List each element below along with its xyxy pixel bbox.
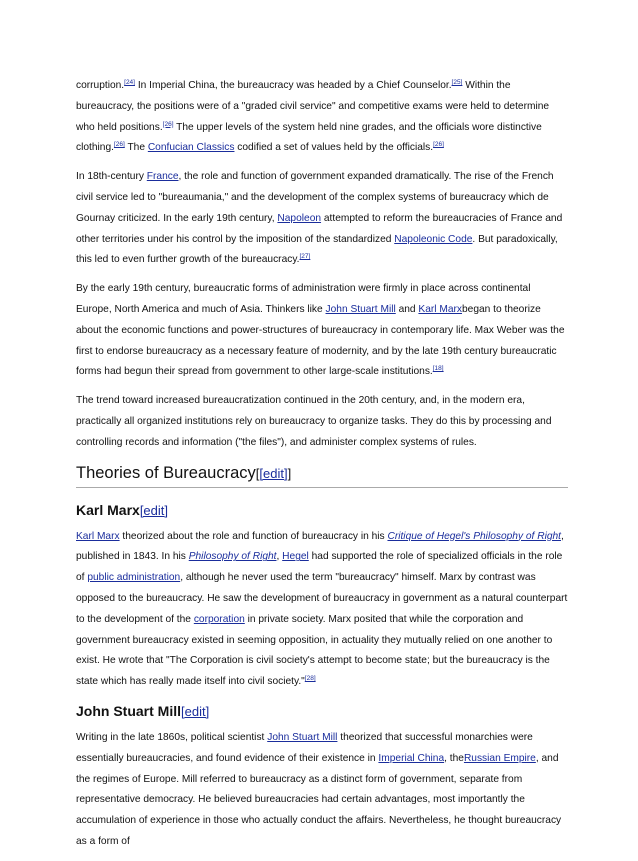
link-critique-of-hegel[interactable]: Critique of Hegel's Philosophy of Right — [387, 530, 561, 542]
citation-28[interactable]: [28] — [304, 675, 316, 683]
citation-26[interactable]: [26] — [433, 141, 444, 149]
paragraph-john-stuart-mill: Writing in the late 1860s, political scientist John Stuart Mill theorized that successful monarchies were essentially bureaucracies, and found evidence of their existence in Imperial China, theRussian Empire, and the regimes of Europe. Mill referred to bureaucracy as a distinct form of government, separate from representative democracy. He believed bureaucracies had certain advantages, most importantly the accumulation of experience in those who actually conduct the affairs. Nevertheless, he thought bureaucracy as a form of — [76, 731, 562, 847]
link-john-stuart-mill[interactable]: John Stuart Mill — [267, 731, 338, 743]
heading-john-stuart-mill: John Stuart Mill[edit] — [76, 702, 210, 719]
citation-27[interactable]: [27] — [299, 253, 311, 261]
paragraph-20th-century: The trend toward increased bureaucratization continued in the 20th century, and, in the modern era, practically all organized institutions rely on bureaucracy to organize tasks. They do this by processing and controlling records and information ("the files"), and administer complex systems of rules. — [76, 395, 552, 448]
paragraph-19th-century: By the early 19th century, bureaucratic forms of administration were firmly in place across continental Europe, North America and much of Asia. Thinkers like John Stuart Mill and Karl Marxbegan to theorize about the economic functions and power-structures of bureaucracy in contemporary life. Max Weber was the first to endorse bureaucracy as a necessary feature of modernity, and by the late 19th century bureaucratic forms had begun their spread from government to other large-scale institutions.[18] — [76, 283, 565, 378]
heading-karl-marx: Karl Marx[edit] — [76, 501, 168, 518]
link-russian-empire[interactable]: Russian Empire — [463, 752, 536, 764]
link-corporation[interactable]: corporation — [193, 613, 245, 625]
edit-link[interactable]: [edit] — [139, 502, 168, 518]
link-hegel[interactable]: Hegel — [282, 551, 309, 563]
citation-26[interactable]: [26] — [113, 141, 125, 149]
paragraph-karl-marx: Karl Marx theorized about the role and function of bureaucracy in his Critique of Hegel's Philosophy of Right, published in 1843. In his Philosophy of Right, Hegel had supported the role of specialized officials in the role of public administration, although he never used the term "bureaucracy" himself. Marx by contrast was opposed to the bureaucracy. He saw the development of bureaucracy in government as a natural counterpart to the development of the corporation in private society. Marx posited that while the corporation and government bureaucracy existed in seeming opposition, in actuality they mutually relied on one another to exist. He wrote that "The Corporation is civil society's attempt to become state; but the bureaucracy is the state which has really made itself into civil society."[28] — [76, 530, 568, 688]
link-philosophy-of-right[interactable]: Philosophy of Right — [188, 551, 277, 563]
edit-link[interactable]: [edit] — [181, 703, 210, 719]
link-napoleonic-code[interactable]: Napoleonic Code — [394, 233, 473, 245]
edit-link[interactable]: [edit] — [259, 465, 288, 481]
link-karl-marx[interactable]: Karl Marx — [418, 303, 463, 315]
paragraph-imperial-china: corruption.[24] In Imperial China, the bureaucracy was headed by a Chief Counselor.[25] Within the bureaucracy, the positions were of a "graded civil service" and competitive exams were held to determine who held positions.[26] The upper levels of the system held nine grades, and the officials wore distinctive clothing.[26] The Confucian Classics codified a set of values held by the officials.[26] — [76, 79, 550, 154]
link-john-stuart-mill[interactable]: John Stuart Mill — [325, 303, 396, 315]
link-public-administration[interactable]: public administration — [87, 572, 181, 584]
citation-24[interactable]: [24] — [124, 79, 135, 86]
link-imperial-china[interactable]: Imperial China — [378, 752, 445, 764]
citation-26[interactable]: [26] — [162, 120, 174, 128]
link-france[interactable]: France — [146, 171, 179, 183]
link-napoleon[interactable]: Napoleon — [277, 212, 322, 224]
citation-25[interactable]: [25] — [451, 79, 463, 86]
heading-theories-of-bureaucracy: Theories of Bureaucracy[[edit]] — [76, 462, 568, 488]
link-karl-marx[interactable]: Karl Marx — [76, 530, 120, 542]
link-confucian-classics[interactable]: Confucian Classics — [147, 142, 235, 154]
paragraph-france: In 18th-century France, the role and function of government expanded dramatically. The rise of the French civil service led to "bureaumania," and the development of the complex systems of bureaucracy which de Gournay criticized. In the early 19th century, Napoleon attempted to reform the bureaucracies of France and other territories under his control by the imposition of the standardized Napoleonic Code. But paradoxically, this led to even further growth of the bureaucracy.[27] — [76, 171, 563, 266]
citation-18[interactable]: [18] — [432, 365, 444, 373]
article-content — [76, 76, 568, 861]
